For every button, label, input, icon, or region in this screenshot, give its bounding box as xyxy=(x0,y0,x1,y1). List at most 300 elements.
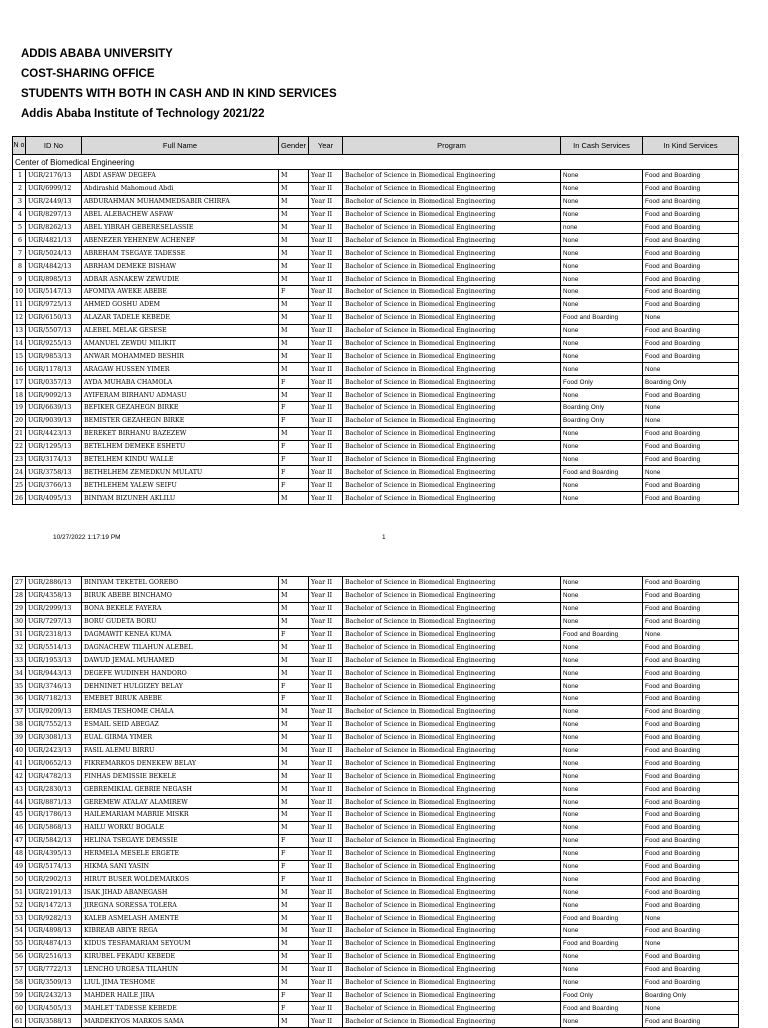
cell-gender: M xyxy=(279,427,309,440)
cell-id: UGR/2830/13 xyxy=(26,783,82,796)
cell-year: Year II xyxy=(309,589,343,602)
col-header-in-cash: In Cash Services xyxy=(561,137,643,155)
cell-in-cash: None xyxy=(561,589,643,602)
cell-in-cash: None xyxy=(561,195,643,208)
cell-full-name: AYIFERAM BIRHANU ADMASU xyxy=(82,389,279,402)
cell-no: 55 xyxy=(13,937,26,950)
cell-no: 8 xyxy=(13,260,26,273)
cell-gender: F xyxy=(279,466,309,479)
cell-program: Bachelor of Science in Biomedical Engineering xyxy=(343,796,561,809)
cell-gender: M xyxy=(279,337,309,350)
cell-in-kind: Food and Boarding xyxy=(643,453,739,466)
table-row xyxy=(13,389,739,402)
cell-year: Year II xyxy=(309,260,343,273)
cell-gender: M xyxy=(279,641,309,654)
cell-no: 14 xyxy=(13,337,26,350)
cell-id: UGR/2886/13 xyxy=(26,577,82,590)
cell-no: 61 xyxy=(13,1015,26,1028)
cell-id: UGR/5507/13 xyxy=(26,324,82,337)
cell-program: Bachelor of Science in Biomedical Engineering xyxy=(343,873,561,886)
cell-in-kind: Food and Boarding xyxy=(643,577,739,590)
cell-full-name: HAILEMARIAM MABRIE MISKR xyxy=(82,809,279,822)
cell-full-name: DAGNACHEW TILAHUN ALEBEL xyxy=(82,641,279,654)
table-row xyxy=(13,589,739,602)
cell-program: Bachelor of Science in Biomedical Engineering xyxy=(343,1002,561,1015)
office-name: COST-SHARING OFFICE xyxy=(21,68,155,80)
cell-year: Year II xyxy=(309,809,343,822)
cell-year: Year II xyxy=(309,680,343,693)
cell-gender: F xyxy=(279,376,309,389)
cell-in-kind: Food and Boarding xyxy=(643,783,739,796)
cell-full-name: AHMED GOSHU ADEM xyxy=(82,298,279,311)
students-table-page2 xyxy=(12,576,739,1028)
cell-no: 56 xyxy=(13,950,26,963)
cell-gender: F xyxy=(279,847,309,860)
cell-in-cash: Food Only xyxy=(561,376,643,389)
cell-id: UGR/2999/13 xyxy=(26,602,82,615)
cell-gender: F xyxy=(279,402,309,415)
cell-no: 6 xyxy=(13,234,26,247)
cell-full-name: ABENEZER YEHENEW ACHENEF xyxy=(82,234,279,247)
col-header-full-name: Full Name xyxy=(82,137,279,155)
table-row xyxy=(13,899,739,912)
table-header-row xyxy=(13,137,739,155)
cell-gender: F xyxy=(279,834,309,847)
cell-gender: M xyxy=(279,976,309,989)
cell-year: Year II xyxy=(309,492,343,505)
cell-in-kind: Food and Boarding xyxy=(643,693,739,706)
cell-gender: M xyxy=(279,492,309,505)
cell-program: Bachelor of Science in Biomedical Engineering xyxy=(343,402,561,415)
cell-year: Year II xyxy=(309,667,343,680)
cell-in-kind: Food and Boarding xyxy=(643,589,739,602)
cell-program: Bachelor of Science in Biomedical Engineering xyxy=(343,937,561,950)
cell-gender: M xyxy=(279,247,309,260)
cell-in-cash: Food and Boarding xyxy=(561,1002,643,1015)
table-row xyxy=(13,628,739,641)
cell-full-name: BINIYAM BIZUNEH AKLILU xyxy=(82,492,279,505)
cell-gender: M xyxy=(279,589,309,602)
cell-no: 2 xyxy=(13,182,26,195)
cell-full-name: ABRHAM DEMEKE BISHAW xyxy=(82,260,279,273)
cell-no: 35 xyxy=(13,680,26,693)
cell-in-cash: None xyxy=(561,976,643,989)
cell-year: Year II xyxy=(309,899,343,912)
cell-year: Year II xyxy=(309,731,343,744)
cell-gender: M xyxy=(279,950,309,963)
cell-in-kind: Food and Boarding xyxy=(643,680,739,693)
cell-year: Year II xyxy=(309,577,343,590)
table-row xyxy=(13,641,739,654)
cell-program: Bachelor of Science in Biomedical Engineering xyxy=(343,286,561,299)
cell-full-name: GEBREMIKIAL GEBRIE NEGASH xyxy=(82,783,279,796)
cell-gender: M xyxy=(279,602,309,615)
cell-gender: F xyxy=(279,453,309,466)
cell-in-kind: Food and Boarding xyxy=(643,1015,739,1028)
cell-gender: F xyxy=(279,414,309,427)
cell-id: UGR/2176/13 xyxy=(26,170,82,183)
cell-program: Bachelor of Science in Biomedical Engineering xyxy=(343,298,561,311)
cell-program: Bachelor of Science in Biomedical Engineering xyxy=(343,809,561,822)
cell-no: 40 xyxy=(13,744,26,757)
cell-in-kind: Food and Boarding xyxy=(643,170,739,183)
cell-gender: F xyxy=(279,286,309,299)
cell-gender: M xyxy=(279,705,309,718)
cell-gender: M xyxy=(279,389,309,402)
table-row xyxy=(13,350,739,363)
cell-in-cash: None xyxy=(561,770,643,783)
cell-gender: F xyxy=(279,680,309,693)
cell-no: 24 xyxy=(13,466,26,479)
cell-year: Year II xyxy=(309,247,343,260)
table-row xyxy=(13,667,739,680)
cell-no: 50 xyxy=(13,873,26,886)
cell-program: Bachelor of Science in Biomedical Engineering xyxy=(343,925,561,938)
cell-program: Bachelor of Science in Biomedical Engineering xyxy=(343,208,561,221)
cell-year: Year II xyxy=(309,324,343,337)
cell-id: UGR/5147/13 xyxy=(26,286,82,299)
cell-no: 43 xyxy=(13,783,26,796)
cell-in-cash: None xyxy=(561,479,643,492)
cell-program: Bachelor of Science in Biomedical Engineering xyxy=(343,821,561,834)
cell-in-cash: None xyxy=(561,170,643,183)
cell-in-cash: None xyxy=(561,783,643,796)
table-row xyxy=(13,234,739,247)
cell-program: Bachelor of Science in Biomedical Engineering xyxy=(343,886,561,899)
cell-id: UGR/9443/13 xyxy=(26,667,82,680)
cell-in-kind: Food and Boarding xyxy=(643,860,739,873)
cell-program: Bachelor of Science in Biomedical Engineering xyxy=(343,273,561,286)
cell-full-name: MAHLET TADESSE KEBEDE xyxy=(82,1002,279,1015)
cell-program: Bachelor of Science in Biomedical Engineering xyxy=(343,427,561,440)
table-row xyxy=(13,809,739,822)
cell-in-cash: None xyxy=(561,602,643,615)
cell-id: UGR/4395/13 xyxy=(26,847,82,860)
table-row xyxy=(13,492,739,505)
cell-id: UGR/2423/13 xyxy=(26,744,82,757)
cell-full-name: DEHNINET HULGIZEY BELAY xyxy=(82,680,279,693)
cell-id: UGR/9725/13 xyxy=(26,298,82,311)
cell-full-name: AMANUEL ZEWDU MILIKIT xyxy=(82,337,279,350)
cell-program: Bachelor of Science in Biomedical Engineering xyxy=(343,693,561,706)
cell-in-kind: Food and Boarding xyxy=(643,641,739,654)
cell-gender: F xyxy=(279,440,309,453)
cell-full-name: BEREKET BIRHANU BAZEZEW xyxy=(82,427,279,440)
cell-program: Bachelor of Science in Biomedical Engineering xyxy=(343,440,561,453)
cell-full-name: ARAGAW HUSSEN YIMER xyxy=(82,363,279,376)
cell-in-kind: Food and Boarding xyxy=(643,847,739,860)
cell-gender: M xyxy=(279,615,309,628)
cell-year: Year II xyxy=(309,414,343,427)
table-row xyxy=(13,654,739,667)
cell-year: Year II xyxy=(309,402,343,415)
cell-no: 28 xyxy=(13,589,26,602)
cell-full-name: MARDEKIYOS MARKOS SAMA xyxy=(82,1015,279,1028)
cell-gender: M xyxy=(279,963,309,976)
cell-gender: M xyxy=(279,1015,309,1028)
cell-in-kind: Food and Boarding xyxy=(643,809,739,822)
cell-full-name: ALEBEL MELAK GESESE xyxy=(82,324,279,337)
cell-full-name: DAGMAWIT KENEA KUMA xyxy=(82,628,279,641)
cell-in-kind: Food and Boarding xyxy=(643,770,739,783)
cell-no: 37 xyxy=(13,705,26,718)
table-row xyxy=(13,770,739,783)
cell-no: 11 xyxy=(13,298,26,311)
cell-in-kind: Boarding Only xyxy=(643,376,739,389)
cell-year: Year II xyxy=(309,783,343,796)
cell-full-name: BETELHEM DEMEKE ESHETU xyxy=(82,440,279,453)
cell-full-name: JIREGNA SORESSA TOLERA xyxy=(82,899,279,912)
cell-no: 26 xyxy=(13,492,26,505)
table-row xyxy=(13,886,739,899)
cell-gender: M xyxy=(279,273,309,286)
cell-program: Bachelor of Science in Biomedical Engineering xyxy=(343,337,561,350)
cell-in-cash: None xyxy=(561,350,643,363)
table-row xyxy=(13,182,739,195)
cell-year: Year II xyxy=(309,221,343,234)
cell-program: Bachelor of Science in Biomedical Engineering xyxy=(343,989,561,1002)
cell-in-cash: Food and Boarding xyxy=(561,311,643,324)
cell-no: 53 xyxy=(13,912,26,925)
cell-year: Year II xyxy=(309,821,343,834)
cell-id: UGR/5868/13 xyxy=(26,821,82,834)
cell-in-kind: None xyxy=(643,311,739,324)
page-number: 1 xyxy=(382,534,386,541)
cell-gender: M xyxy=(279,937,309,950)
cell-program: Bachelor of Science in Biomedical Engineering xyxy=(343,221,561,234)
cell-in-kind: None xyxy=(643,1002,739,1015)
table-row xyxy=(13,731,739,744)
cell-no: 52 xyxy=(13,899,26,912)
cell-no: 12 xyxy=(13,311,26,324)
cell-in-kind: Food and Boarding xyxy=(643,182,739,195)
cell-id: UGR/1472/13 xyxy=(26,899,82,912)
cell-program: Bachelor of Science in Biomedical Engineering xyxy=(343,641,561,654)
cell-gender: M xyxy=(279,221,309,234)
cell-in-cash: None xyxy=(561,963,643,976)
cell-in-cash: None xyxy=(561,860,643,873)
cell-no: 18 xyxy=(13,389,26,402)
table-row xyxy=(13,324,739,337)
col-header-in-kind: In Kind Services xyxy=(643,137,739,155)
cell-program: Bachelor of Science in Biomedical Engineering xyxy=(343,976,561,989)
cell-id: UGR/6150/13 xyxy=(26,311,82,324)
cell-no: 29 xyxy=(13,602,26,615)
cell-gender: M xyxy=(279,667,309,680)
cell-full-name: Abdirashid Mahomoud Abdi xyxy=(82,182,279,195)
cell-year: Year II xyxy=(309,311,343,324)
table-row xyxy=(13,1002,739,1015)
cell-program: Bachelor of Science in Biomedical Engineering xyxy=(343,195,561,208)
cell-no: 4 xyxy=(13,208,26,221)
cell-no: 5 xyxy=(13,221,26,234)
cell-id: UGR/4782/13 xyxy=(26,770,82,783)
cell-gender: M xyxy=(279,182,309,195)
cell-full-name: BONA BEKELE FAYERA xyxy=(82,602,279,615)
cell-program: Bachelor of Science in Biomedical Engineering xyxy=(343,577,561,590)
cell-year: Year II xyxy=(309,615,343,628)
table-row xyxy=(13,298,739,311)
cell-id: UGR/9039/13 xyxy=(26,414,82,427)
cell-program: Bachelor of Science in Biomedical Engineering xyxy=(343,589,561,602)
cell-no: 30 xyxy=(13,615,26,628)
table-row xyxy=(13,718,739,731)
cell-full-name: BINIYAM TEKETEL GOREBO xyxy=(82,577,279,590)
cell-no: 36 xyxy=(13,693,26,706)
table-row xyxy=(13,963,739,976)
cell-id: UGR/4423/13 xyxy=(26,427,82,440)
table-row xyxy=(13,466,739,479)
table-row xyxy=(13,873,739,886)
cell-gender: M xyxy=(279,298,309,311)
table-row xyxy=(13,170,739,183)
cell-full-name: ABDI ASFAW DEGEFA xyxy=(82,170,279,183)
students-table-page1 xyxy=(12,136,739,505)
cell-id: UGR/8871/13 xyxy=(26,796,82,809)
cell-in-cash: None xyxy=(561,363,643,376)
cell-id: UGR/3758/13 xyxy=(26,466,82,479)
cell-year: Year II xyxy=(309,641,343,654)
cell-no: 32 xyxy=(13,641,26,654)
cell-no: 60 xyxy=(13,1002,26,1015)
cell-id: UGR/2516/13 xyxy=(26,950,82,963)
cell-full-name: ABEL YIBRAH GEBERESELASSIE xyxy=(82,221,279,234)
table-row xyxy=(13,847,739,860)
cell-no: 25 xyxy=(13,479,26,492)
cell-in-kind: Food and Boarding xyxy=(643,440,739,453)
table-row xyxy=(13,821,739,834)
cell-year: Year II xyxy=(309,886,343,899)
cell-gender: M xyxy=(279,783,309,796)
cell-id: UGR/5024/13 xyxy=(26,247,82,260)
table-row xyxy=(13,363,739,376)
cell-year: Year II xyxy=(309,976,343,989)
cell-in-kind: Food and Boarding xyxy=(643,479,739,492)
cell-program: Bachelor of Science in Biomedical Engineering xyxy=(343,602,561,615)
cell-full-name: EMEBET BIRUK ABEBE xyxy=(82,693,279,706)
table-row xyxy=(13,834,739,847)
cell-year: Year II xyxy=(309,363,343,376)
cell-full-name: HERMELA MESELE ERGETE xyxy=(82,847,279,860)
cell-id: UGR/3509/13 xyxy=(26,976,82,989)
cell-in-kind: Food and Boarding xyxy=(643,821,739,834)
col-header-gender: Gender xyxy=(279,137,309,155)
cell-in-kind: Food and Boarding xyxy=(643,796,739,809)
cell-no: 34 xyxy=(13,667,26,680)
cell-no: 33 xyxy=(13,654,26,667)
table-row xyxy=(13,402,739,415)
cell-full-name: ESMAIL SEID ABEGAZ xyxy=(82,718,279,731)
cell-in-kind: None xyxy=(643,912,739,925)
cell-id: UGR/7297/13 xyxy=(26,615,82,628)
cell-id: UGR/4898/13 xyxy=(26,925,82,938)
cell-no: 21 xyxy=(13,427,26,440)
cell-year: Year II xyxy=(309,440,343,453)
cell-full-name: HAILU WORKU BOGALE xyxy=(82,821,279,834)
cell-program: Bachelor of Science in Biomedical Engineering xyxy=(343,615,561,628)
cell-in-cash: None xyxy=(561,298,643,311)
cell-no: 39 xyxy=(13,731,26,744)
cell-id: UGR/4842/13 xyxy=(26,260,82,273)
cell-in-kind: None xyxy=(643,466,739,479)
cell-no: 38 xyxy=(13,718,26,731)
cell-no: 3 xyxy=(13,195,26,208)
cell-program: Bachelor of Science in Biomedical Engineering xyxy=(343,311,561,324)
cell-gender: M xyxy=(279,718,309,731)
section-row xyxy=(13,155,739,170)
cell-full-name: KALEB ASMELASH AMENTE xyxy=(82,912,279,925)
table-row xyxy=(13,440,739,453)
cell-gender: M xyxy=(279,731,309,744)
cell-in-cash: None xyxy=(561,757,643,770)
table-row xyxy=(13,693,739,706)
cell-year: Year II xyxy=(309,718,343,731)
cell-id: UGR/3746/13 xyxy=(26,680,82,693)
cell-in-cash: Food and Boarding xyxy=(561,912,643,925)
cell-in-cash: None xyxy=(561,821,643,834)
cell-id: UGR/3174/13 xyxy=(26,453,82,466)
cell-in-cash: None xyxy=(561,577,643,590)
cell-no: 22 xyxy=(13,440,26,453)
cell-year: Year II xyxy=(309,873,343,886)
report-title: STUDENTS WITH BOTH IN CASH AND IN KIND SERVICES xyxy=(21,88,337,100)
cell-in-kind: Food and Boarding xyxy=(643,667,739,680)
cell-in-cash: None xyxy=(561,260,643,273)
cell-program: Bachelor of Science in Biomedical Engineering xyxy=(343,912,561,925)
cell-year: Year II xyxy=(309,796,343,809)
cell-in-cash: None xyxy=(561,654,643,667)
cell-program: Bachelor of Science in Biomedical Engineering xyxy=(343,260,561,273)
cell-in-cash: None xyxy=(561,718,643,731)
cell-in-cash: None xyxy=(561,273,643,286)
table-row xyxy=(13,783,739,796)
cell-no: 7 xyxy=(13,247,26,260)
cell-full-name: BIRUK ABEBE BINCHAMO xyxy=(82,589,279,602)
cell-full-name: ABEL ALEBACHEW ASFAW xyxy=(82,208,279,221)
cell-no: 23 xyxy=(13,453,26,466)
cell-in-kind: Food and Boarding xyxy=(643,718,739,731)
cell-gender: M xyxy=(279,796,309,809)
cell-in-kind: Food and Boarding xyxy=(643,298,739,311)
cell-year: Year II xyxy=(309,195,343,208)
cell-year: Year II xyxy=(309,693,343,706)
cell-in-cash: None xyxy=(561,847,643,860)
cell-in-cash: None xyxy=(561,453,643,466)
cell-in-kind: Food and Boarding xyxy=(643,427,739,440)
cell-in-kind: None xyxy=(643,937,739,950)
cell-program: Bachelor of Science in Biomedical Engineering xyxy=(343,170,561,183)
cell-gender: F xyxy=(279,628,309,641)
table-row xyxy=(13,705,739,718)
col-header-year: Year xyxy=(309,137,343,155)
cell-in-kind: Food and Boarding xyxy=(643,834,739,847)
cell-year: Year II xyxy=(309,937,343,950)
cell-no: 9 xyxy=(13,273,26,286)
cell-program: Bachelor of Science in Biomedical Engineering xyxy=(343,680,561,693)
cell-year: Year II xyxy=(309,376,343,389)
cell-id: UGR/8262/13 xyxy=(26,221,82,234)
cell-full-name: BEMISTER GEZAHEGN BIRKE xyxy=(82,414,279,427)
document-header xyxy=(21,44,337,124)
table-row xyxy=(13,376,739,389)
cell-in-cash: None xyxy=(561,389,643,402)
cell-in-kind: Food and Boarding xyxy=(643,886,739,899)
print-timestamp: 10/27/2022 1:17:19 PM xyxy=(53,534,121,541)
cell-year: Year II xyxy=(309,337,343,350)
cell-id: UGR/5174/13 xyxy=(26,860,82,873)
cell-program: Bachelor of Science in Biomedical Engineering xyxy=(343,847,561,860)
cell-program: Bachelor of Science in Biomedical Engineering xyxy=(343,628,561,641)
